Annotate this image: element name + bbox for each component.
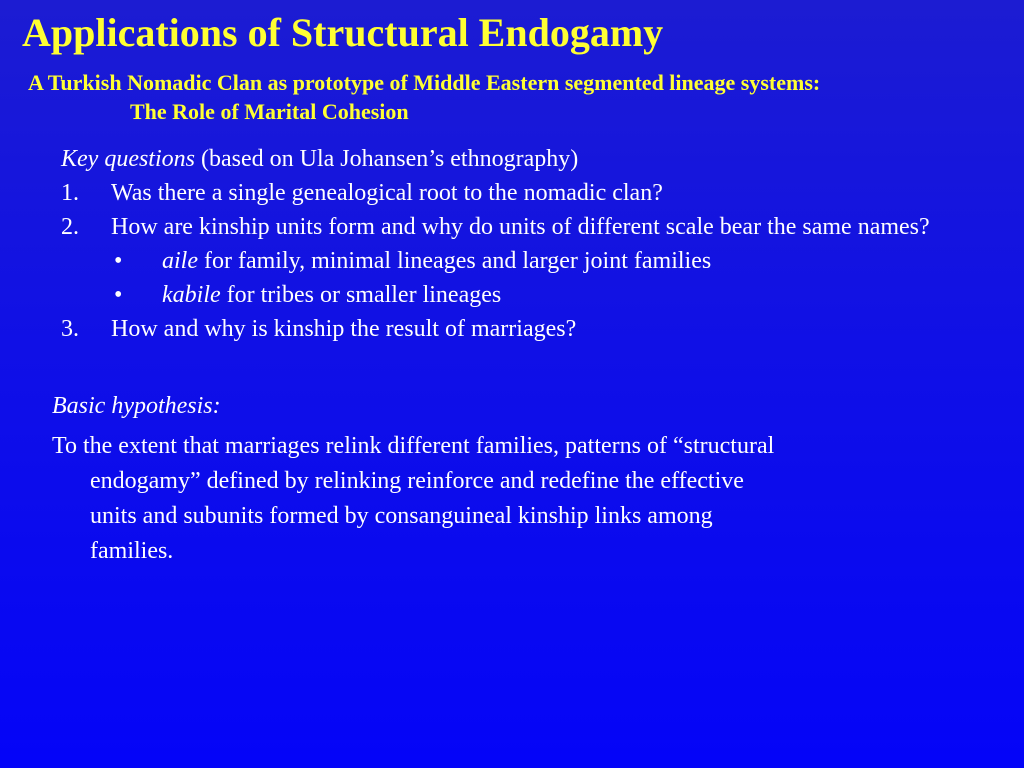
bullet-text — [162, 244, 711, 278]
bullet-item — [61, 244, 712, 278]
hypothesis-line: families. — [90, 538, 174, 564]
subtitle-line-1: A Turkish Nomadic Clan as prototype of Middle Eastern segmented lineage systems: — [28, 70, 821, 95]
hypothesis-label: Basic hypothesis: — [52, 393, 221, 419]
hypothesis-line: units and subunits formed by consanguineal kinship links among — [90, 503, 713, 529]
bullet-item — [61, 278, 578, 312]
questions-lead-rest: (based on Ula Johansen’s ethnography) — [194, 146, 579, 172]
bullet-symbol: • — [114, 282, 123, 308]
questions-lead — [61, 142, 578, 176]
key-questions — [61, 142, 930, 346]
question-text: How and why is kinship the result of marriages? — [111, 316, 577, 342]
bullet-text — [162, 278, 501, 312]
question-number: 2. — [61, 214, 79, 240]
question-number: 3. — [61, 316, 79, 342]
hypothesis-line: To the extent that marriages relink different families, patterns of “structural — [52, 433, 775, 459]
bullet-description: for family, minimal lineages and larger joint families — [198, 248, 712, 274]
slide-title: Applications of Structural Endogamy — [22, 10, 664, 55]
bullet-description: for tribes or smaller lineages — [220, 282, 502, 308]
bullet-symbol: • — [114, 248, 123, 274]
subtitle-line-2: The Role of Marital Cohesion — [130, 99, 409, 124]
question-number: 1. — [61, 180, 79, 206]
question-item — [61, 210, 930, 244]
question-item — [61, 312, 578, 346]
question-text: Was there a single genealogical root to the nomadic clan? — [111, 180, 663, 206]
question-item — [61, 176, 663, 210]
slide-subtitle — [28, 68, 820, 126]
bullet-term: aile — [162, 248, 198, 274]
questions-lead-italic: Key questions — [61, 146, 195, 172]
hypothesis-text — [52, 429, 932, 569]
question-text: How are kinship units form and why do units of different scale bear the same names? — [111, 214, 930, 240]
hypothesis-line: endogamy” defined by relinking reinforce and redefine the effective — [90, 468, 744, 494]
bullet-term: kabile — [162, 282, 221, 308]
